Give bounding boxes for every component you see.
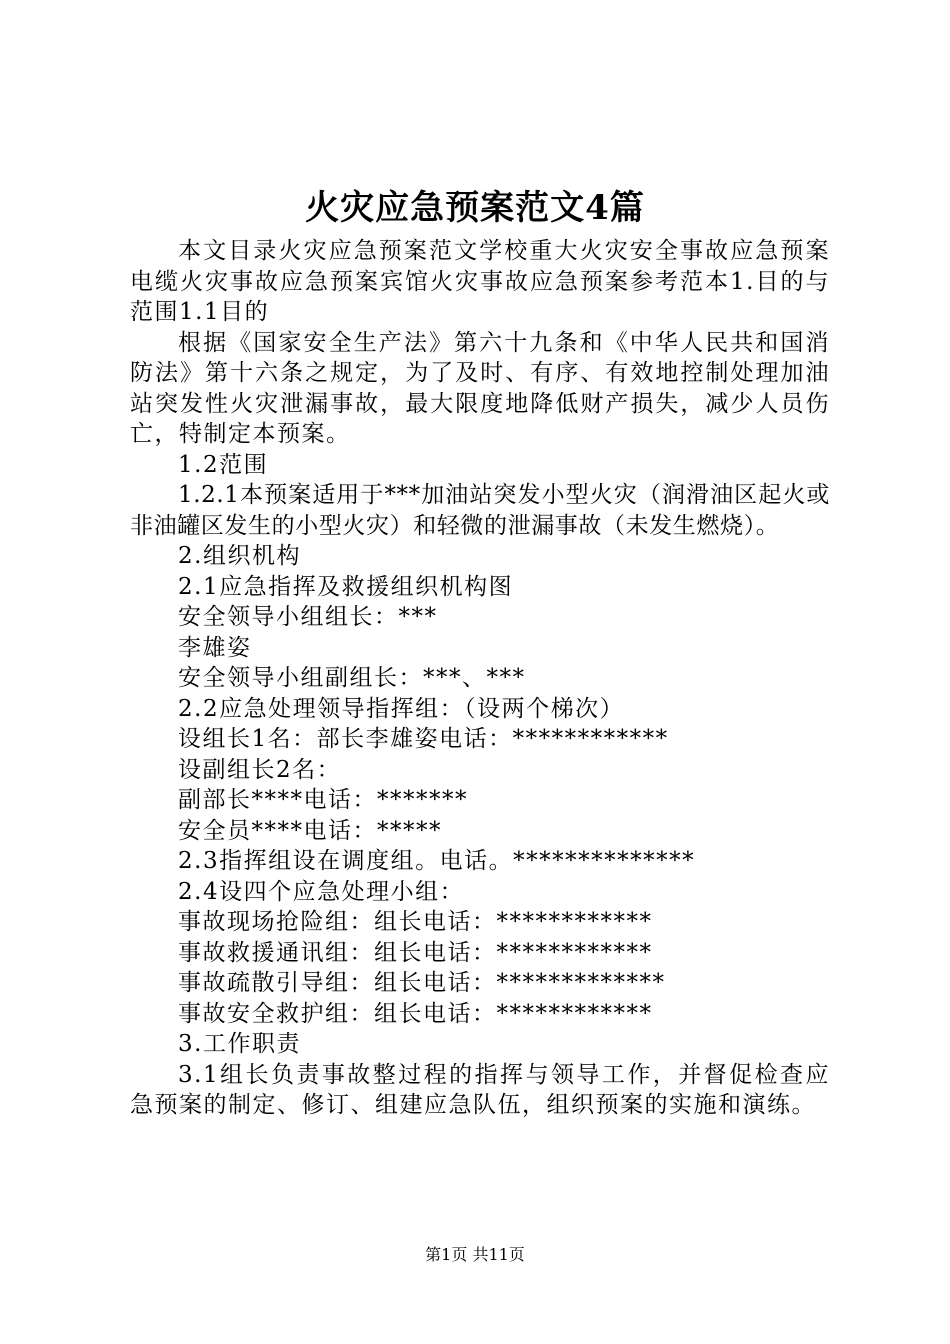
document-body [130,236,830,1121]
paragraph-subgroups-heading: 2.4设四个应急处理小组： [178,878,465,905]
paragraph-evacuation-team: 事故疏散引导组：组长电话：************* [178,970,666,996]
paragraph-deputy-leader: 安全领导小组副组长：***、*** [178,665,526,691]
paragraph-duties: 3.1组长负责事故整过程的指挥与领导工作，并督促检查应急预案的制定、修订、组建应急队伍，组织预案的实施和演练。 [130,1061,830,1118]
paragraph-intro: 本文目录火灾应急预案范文学校重大火灾安全事故应急预案电缆火灾事故应急预案宾馆火灾事故应急预案参考范本1.目的与范围1.1目的 [130,238,830,325]
document-title: 火灾应急预案范文4篇 [305,188,645,228]
paragraph-deputy-count: 设副组长2名： [178,756,342,783]
paragraph-deputy-minister: 副部长****电话：******* [178,787,468,813]
paragraph-group-leader: 设组长1名：部长李雄姿电话：************ [178,726,669,752]
paragraph-command-group: 2.2应急处理领导指挥组：（设两个梯次） [178,695,625,722]
paragraph-scope: 1.2.1本预案适用于***加油站突发小型火灾（润滑油区起火或非油罐区发生的小型火灾）和轻微的泄漏事故（未发生燃烧）。 [130,482,830,539]
paragraph-organization-heading: 2.组织机构 [178,543,301,569]
paragraph-leader: 安全领导小组组长：*** [178,604,438,630]
paragraph-org-chart: 2.1应急指挥及救援组织机构图 [178,573,514,600]
paragraph-safety-officer: 安全员****电话：***** [178,817,442,844]
paragraph-safety-team: 事故安全救护组：组长电话：************ [178,1000,653,1027]
page-footer: 第1页 共11页 [425,1245,525,1264]
paragraph-dispatch: 2.3指挥组设在调度组。电话。************** [178,848,696,874]
paragraph-scope-heading: 1.2范围 [178,451,269,478]
paragraph-communication-team: 事故救援通讯组：组长电话：************ [178,939,653,966]
paragraph-duties-heading: 3.工作职责 [178,1031,301,1057]
paragraph-basis: 根据《国家安全生产法》第六十九条和《中华人民共和国消防法》第十六条之规定，为了及时、有序、有效地控制处理加油站突发性火灾泄漏事故，最大限度地降低财产损失，减少人员伤亡，特制定本预案。 [130,329,830,447]
paragraph-rescue-team: 事故现场抢险组：组长电话：************ [178,909,653,935]
paragraph-leader-name: 李雄姿 [178,634,252,661]
